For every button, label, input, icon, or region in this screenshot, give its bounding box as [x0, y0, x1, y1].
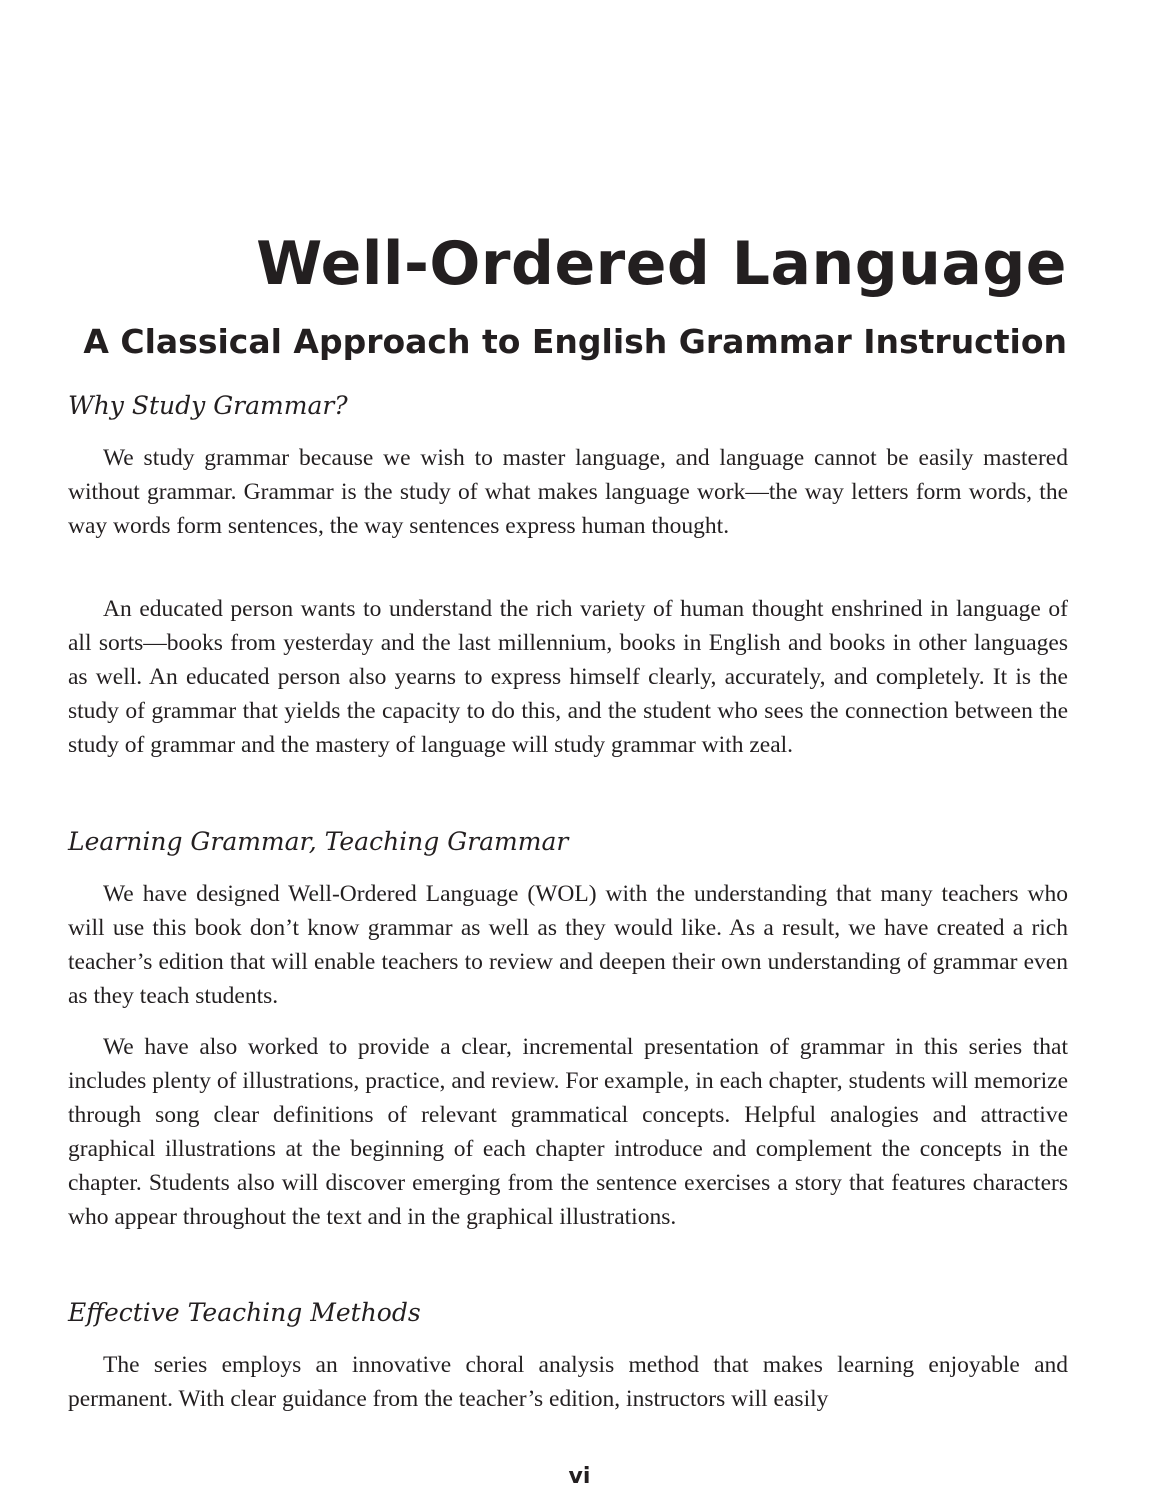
section-heading-effective-teaching-methods: Effective Teaching Methods: [68, 1298, 421, 1327]
paragraph: We study grammar because we wish to master language, and language cannot be easily mastered without grammar. Grammar is the study of what makes language work—the way letters form words, the way words form sentences, the way sentences express human thought.: [68, 445, 1068, 539]
paragraph: The series employs an innovative choral analysis method that makes learning enjoyable and permanent. With clear guidance from the teacher’s edition, instructors will easily: [68, 1352, 1068, 1412]
page-number: vi: [568, 1464, 591, 1489]
paragraph: We have also worked to provide a clear, incremental presentation of grammar in this series that includes plenty of illustrations, practice, and review. For example, in each chapter, students will memorize through song clear definitions of relevant grammatical concepts. Helpful analogies and attractive graphical illustrations at the beginning of each chapter introduce and complement the concepts in the chapter. Students also will discover emerging from the sentence exercises a story that features characters who appear throughout the text and in the graphical illustrations.: [68, 1034, 1068, 1230]
page-title: Well-Ordered Language: [256, 229, 1067, 299]
paragraph: An educated person wants to understand the rich variety of human thought enshrined in language of all sorts—books from yesterday and the last millennium, books in English and books in other languages as well. An educated person also yearns to express himself clearly, accurately, and completely. It is the study of grammar that yields the capacity to do this, and the student who sees the connection between the study of grammar and the mastery of language will study grammar with zeal.: [68, 596, 1068, 758]
section-heading-why-study-grammar: Why Study Grammar?: [68, 391, 348, 420]
section-heading-learning-teaching-grammar: Learning Grammar, Teaching Grammar: [68, 827, 569, 856]
paragraph: We have designed Well-Ordered Language (WOL) with the understanding that many teachers who will use this book don’t know grammar as well as they would like. As a result, we have created a rich teacher’s edition that will enable teachers to review and deepen their own understanding of grammar even as they teach students.: [68, 881, 1068, 1009]
page-subtitle: A Classical Approach to English Grammar Instruction: [83, 322, 1067, 361]
